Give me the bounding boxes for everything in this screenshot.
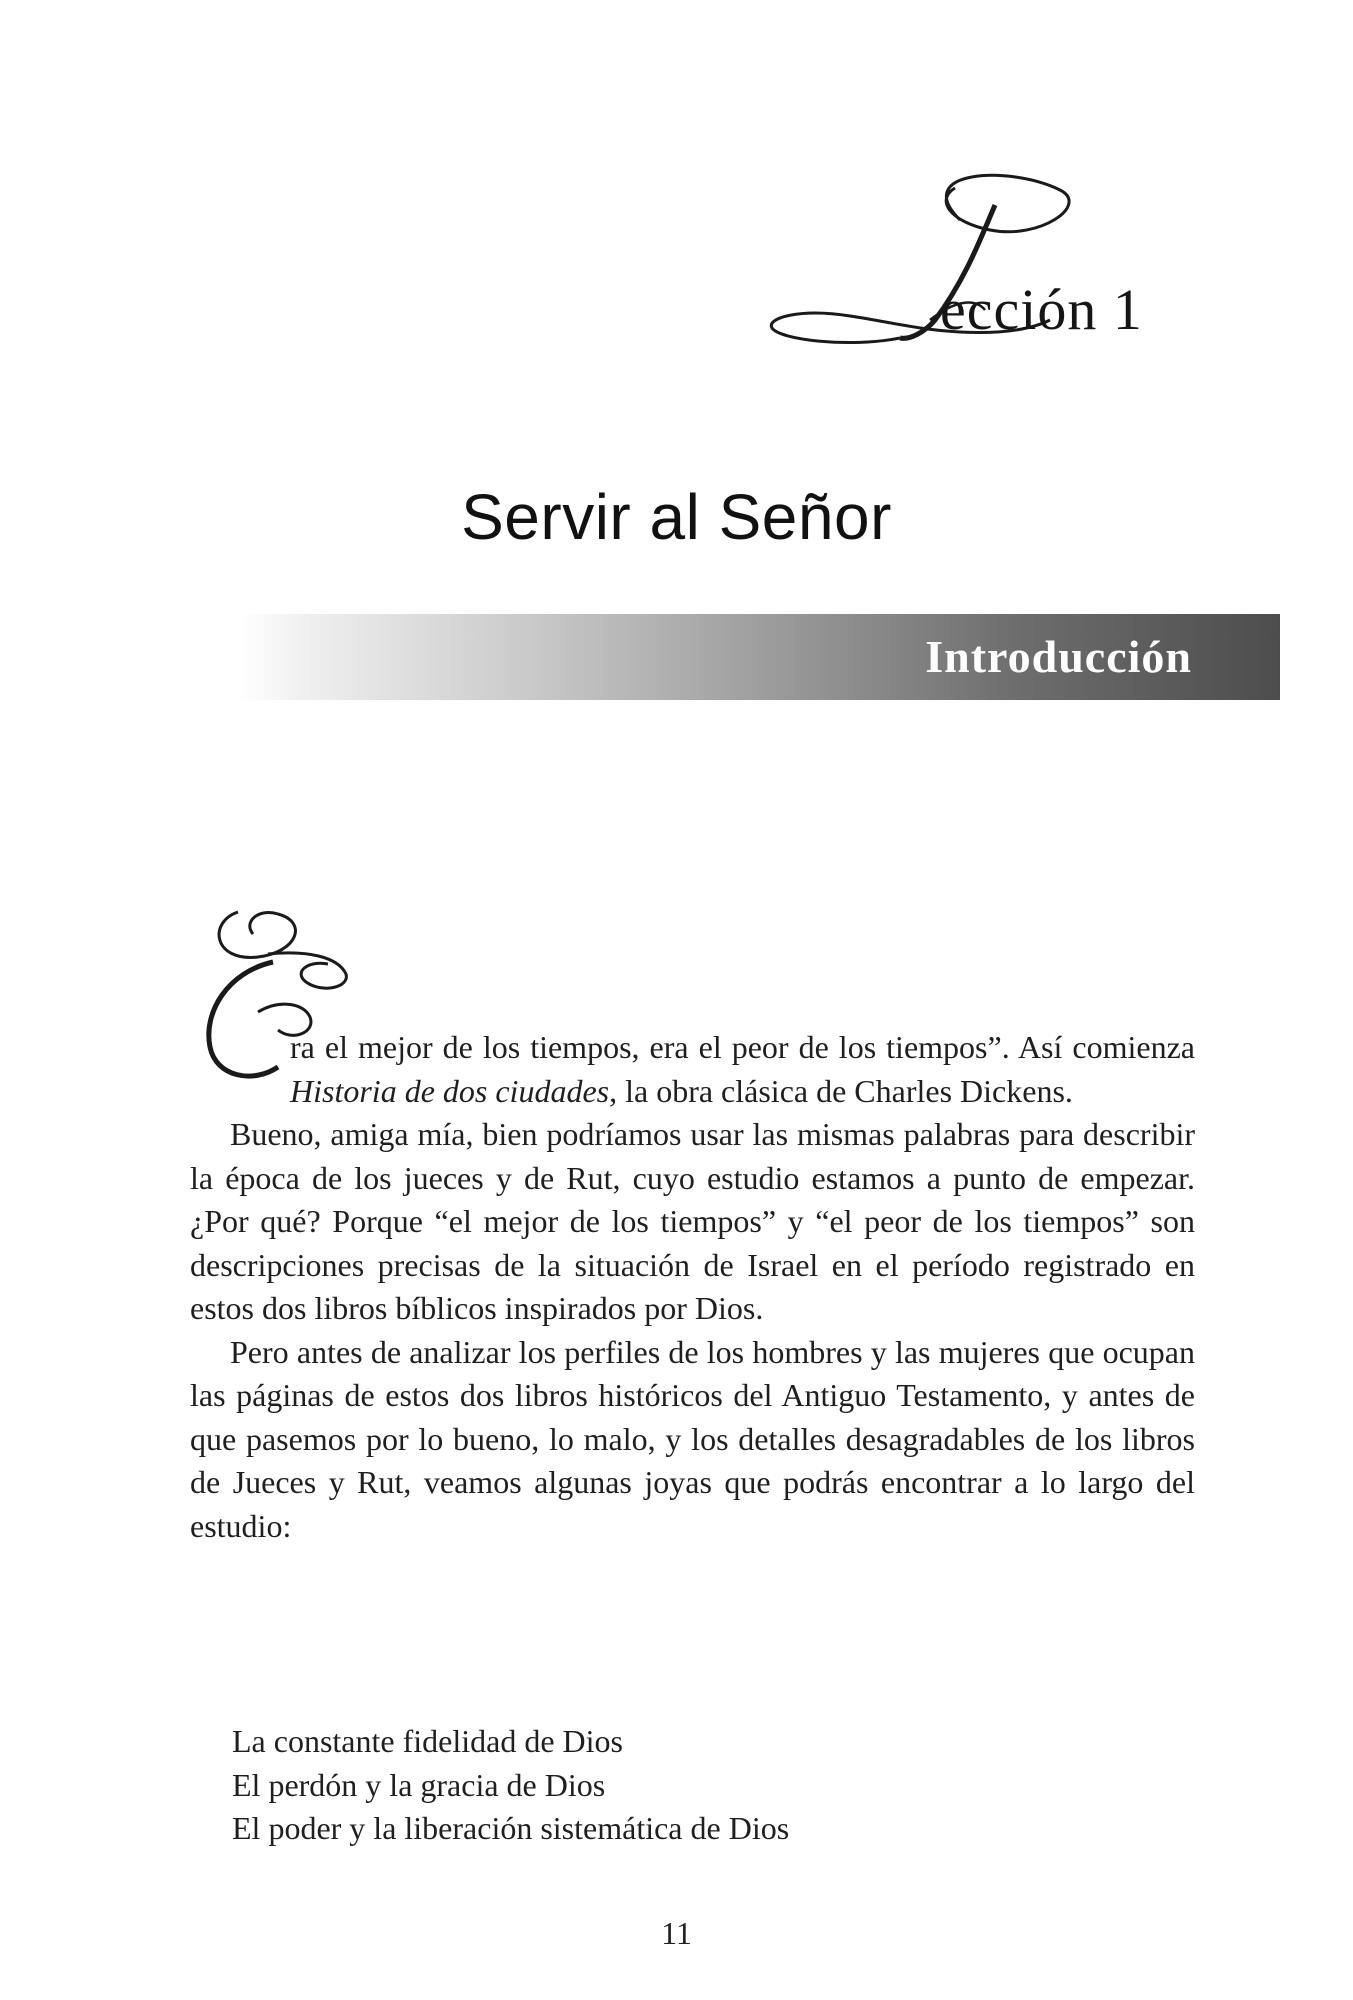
section-header-band bbox=[240, 614, 1280, 700]
page-number: 11 bbox=[661, 1915, 692, 1951]
list-item: La constante fidelidad de Dios bbox=[232, 1723, 623, 1759]
lesson-title: Servir al Señor bbox=[461, 481, 892, 553]
paragraph-3: Pero antes de analizar los perfiles de los hombres y las mujeres que ocupan las páginas de estos dos libros históricos del Antiguo Testamento, y antes de que pasemos por lo bueno, lo malo, y los detalles desagradables de los libros de Jueces y Rut, veamos algunas joyas que podrás encontrar a lo largo del estudio: bbox=[190, 1333, 1195, 1544]
jewels-list bbox=[232, 1720, 789, 1851]
paragraph-1 bbox=[190, 1026, 1195, 1113]
paragraph-1-text bbox=[190, 1026, 1195, 1113]
book-title-italic: Historia de dos ciudades bbox=[290, 1072, 610, 1109]
chapter-label: ección 1 bbox=[940, 277, 1143, 342]
list-item: El perdón y la gracia de Dios bbox=[232, 1766, 606, 1803]
section-header-label: Introducción bbox=[925, 631, 1192, 682]
list-item: El poder y la liberación sistemática de Dios bbox=[232, 1810, 790, 1846]
paragraph-1-end: , la obra clásica de Charles Dickens. bbox=[609, 1072, 1073, 1109]
paragraph-2: Bueno, amiga mía, bien podríamos usar las mismas palabras para describir la época de los jueces y de Rut, cuyo estudio estamos a punto de empezar. ¿Por qué? Porque “el mejor de los tiempos” y “el peor de los tiempos” son descripciones precisas de la situación de Israel en el período registrado en estos dos libros bíblicos inspirados por Dios. bbox=[190, 1116, 1195, 1326]
paragraph-1-start: ra el mejor de los tiempos, era el peor de los tiempos”. Así comienza bbox=[290, 1029, 1195, 1065]
chapter-heading bbox=[760, 180, 1220, 360]
body-text bbox=[190, 1026, 1195, 1548]
